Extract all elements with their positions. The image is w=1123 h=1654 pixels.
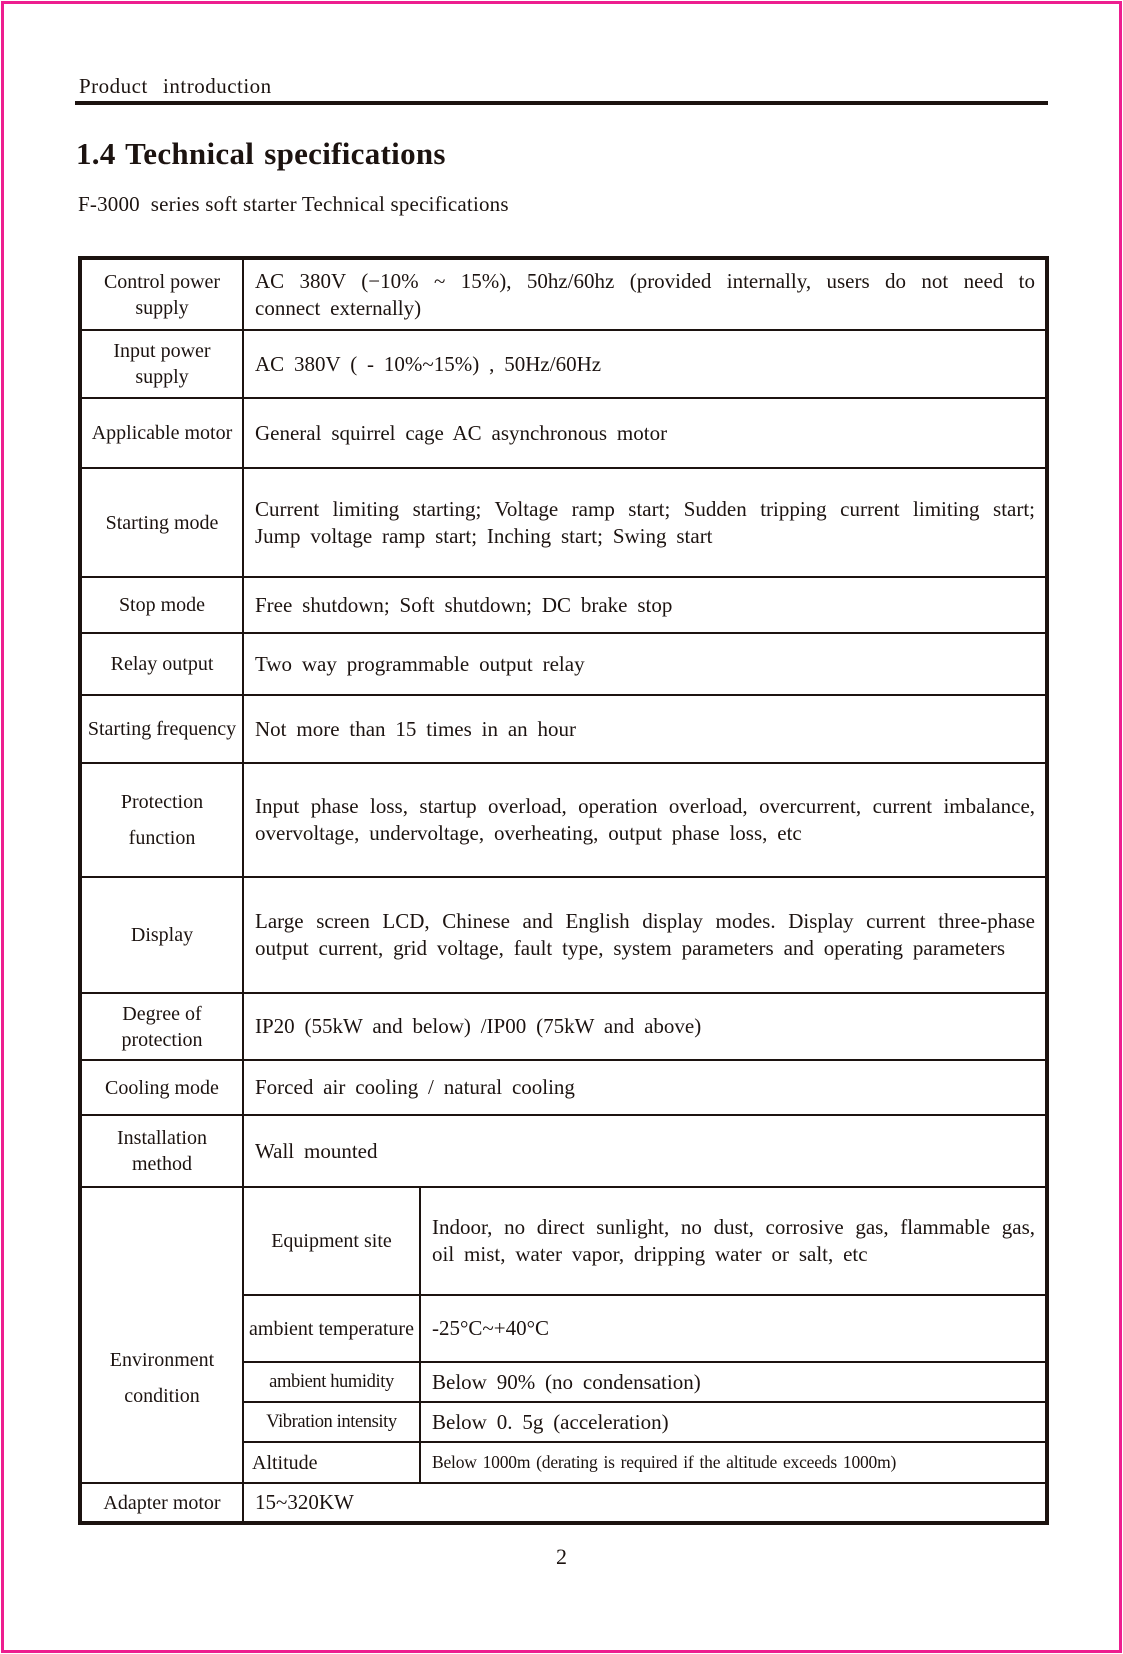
subrow-label: Equipment site <box>243 1187 420 1295</box>
row-value: 15~320KW <box>243 1483 1047 1523</box>
row-label: Protection function <box>80 763 243 877</box>
row-label: Installation method <box>80 1115 243 1187</box>
row-value: Not more than 15 times in an hour <box>243 695 1047 763</box>
table-row-relay-output <box>80 633 1047 695</box>
row-value: IP20 (55kW and below) /IP00 (75kW and above) <box>243 993 1047 1060</box>
subrow-value: Below 1000m (derating is required if the altitude exceeds 1000m) <box>420 1442 1047 1483</box>
row-label: Relay output <box>80 633 243 695</box>
row-label: Applicable motor <box>80 398 243 468</box>
row-label: Input power supply <box>80 330 243 398</box>
section-subtitle: F-3000 series soft starter Technical specifications <box>78 192 509 216</box>
row-label: Control power supply <box>80 258 243 330</box>
row-value: Forced air cooling / natural cooling <box>243 1060 1047 1115</box>
subrow-label: Vibration intensity <box>243 1402 420 1442</box>
table-row-installation-method <box>80 1115 1047 1187</box>
subrow-label: Altitude <box>243 1442 420 1483</box>
table-row-starting-frequency <box>80 695 1047 763</box>
row-value: Wall mounted <box>243 1115 1047 1187</box>
page-header: Product introduction <box>79 74 272 98</box>
table-row-adapter-motor <box>80 1483 1047 1523</box>
table-row-input-power <box>80 330 1047 398</box>
table-row-environment-equipment-site <box>80 1187 1047 1295</box>
row-label: Starting frequency <box>80 695 243 763</box>
row-value: Free shutdown; Soft shutdown; DC brake stop <box>243 577 1047 633</box>
section-title: 1.4 Technical specifications <box>76 136 446 171</box>
table-row-protection-function <box>80 763 1047 877</box>
row-value: Large screen LCD, Chinese and English display modes. Display current three-phase output current, grid voltage, fault type, system parameters and operating parameters <box>243 877 1047 993</box>
row-value: Two way programmable output relay <box>243 633 1047 695</box>
row-value: AC 380V ( - 10%~15%) , 50Hz/60Hz <box>243 330 1047 398</box>
row-label: Display <box>80 877 243 993</box>
row-label: Stop mode <box>80 577 243 633</box>
row-label: Adapter motor <box>80 1483 243 1523</box>
subrow-label: ambient humidity <box>243 1362 420 1402</box>
table-row-display <box>80 877 1047 993</box>
header-rule <box>75 101 1048 105</box>
table-row-starting-mode <box>80 468 1047 577</box>
row-value: Current limiting starting; Voltage ramp start; Sudden tripping current limiting start; Jump voltage ramp start; Inching start; Swing start <box>243 468 1047 577</box>
table-row-degree-of-protection <box>80 993 1047 1060</box>
subrow-value: -25°C~+40°C <box>420 1295 1047 1362</box>
environment-label: Environment condition <box>80 1187 243 1483</box>
subrow-value: Below 90% (no condensation) <box>420 1362 1047 1402</box>
row-label: Cooling mode <box>80 1060 243 1115</box>
row-label: Degree of protection <box>80 993 243 1060</box>
subrow-value: Indoor, no direct sunlight, no dust, corrosive gas, flammable gas, oil mist, water vapor, dripping water or salt, etc <box>420 1187 1047 1295</box>
spec-table <box>78 256 1049 1525</box>
row-value: General squirrel cage AC asynchronous motor <box>243 398 1047 468</box>
subrow-value: Below 0. 5g (acceleration) <box>420 1402 1047 1442</box>
row-label: Starting mode <box>80 468 243 577</box>
table-row-stop-mode <box>80 577 1047 633</box>
page-number: 2 <box>556 1544 567 1569</box>
table-row-control-power <box>80 258 1047 330</box>
row-value: AC 380V (−10% ~ 15%), 50hz/60hz (provided internally, users do not need to connect externally) <box>243 258 1047 330</box>
row-value: Input phase loss, startup overload, operation overload, overcurrent, current imbalance, overvoltage, undervoltage, overheating, output phase loss, etc <box>243 763 1047 877</box>
table-row-applicable-motor <box>80 398 1047 468</box>
table-row-cooling-mode <box>80 1060 1047 1115</box>
subrow-label: ambient temperature <box>243 1295 420 1362</box>
